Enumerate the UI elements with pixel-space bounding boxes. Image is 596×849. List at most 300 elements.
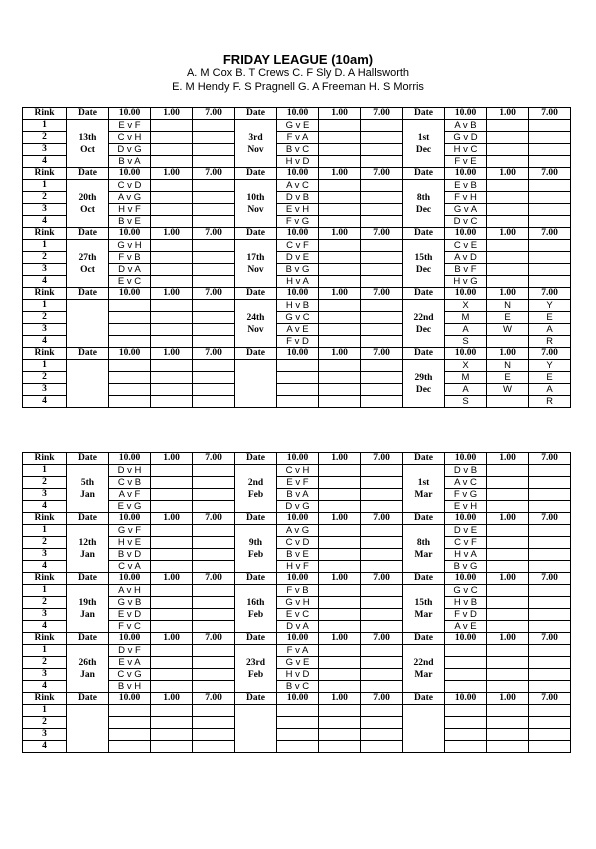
date-month: Mar <box>414 669 433 680</box>
date-month: Feb <box>247 549 264 560</box>
date-day: 13th <box>78 132 97 143</box>
date-month: Dec <box>415 204 432 215</box>
fixture-cell <box>319 717 361 729</box>
fixture-cell <box>319 657 361 669</box>
fixture-cell <box>361 669 403 681</box>
time-header-1: 1.00 <box>319 453 361 465</box>
rink-number: 3 <box>23 264 67 276</box>
header-row <box>23 348 571 360</box>
fixture-date <box>403 645 445 693</box>
fixture-cell <box>151 621 193 633</box>
fixture-cell <box>319 525 361 537</box>
fixture-cell <box>151 372 193 384</box>
fixture-cell <box>487 525 529 537</box>
fixture-cell <box>319 144 361 156</box>
fixture-cell <box>529 477 571 489</box>
fixture-cell <box>529 537 571 549</box>
fixture-cell <box>277 396 319 408</box>
fixture-cell <box>109 741 151 753</box>
fixture-cell <box>151 396 193 408</box>
fixture-date <box>67 360 109 408</box>
header-row <box>23 453 571 465</box>
fixture-cell: G v D <box>445 132 487 144</box>
fixture-cell <box>193 252 235 264</box>
fixture-cell: D v A <box>277 621 319 633</box>
fixture-cell <box>151 729 193 741</box>
fixture-cell <box>529 240 571 252</box>
fixture-cell <box>193 609 235 621</box>
fixture-cell: D v H <box>109 465 151 477</box>
date-header: Date <box>403 348 445 360</box>
rink-number: 2 <box>23 132 67 144</box>
fixture-cell: F v D <box>277 336 319 348</box>
fixture-cell <box>151 312 193 324</box>
fixture-cell <box>193 360 235 372</box>
fixture-date <box>235 465 277 513</box>
fixture-cell: S <box>445 336 487 348</box>
fixture-cell: E v C <box>109 276 151 288</box>
date-day: 22nd <box>413 657 434 668</box>
fixture-cell <box>193 597 235 609</box>
rink-number: 4 <box>23 276 67 288</box>
fixture-cell <box>529 180 571 192</box>
fixture-date <box>67 300 109 348</box>
date-header: Date <box>403 108 445 120</box>
fixture-cell <box>529 264 571 276</box>
fixture-cell: B v D <box>109 549 151 561</box>
fixture-cell <box>361 621 403 633</box>
fixture-date <box>403 705 445 753</box>
fixture-cell: E <box>529 372 571 384</box>
fixture-cell: D v F <box>109 645 151 657</box>
fixture-cell: M <box>445 312 487 324</box>
fixture-cell: W <box>487 384 529 396</box>
date-header: Date <box>403 513 445 525</box>
fixture-cell <box>193 144 235 156</box>
date-month: Oct <box>80 264 95 275</box>
fixture-cell <box>361 180 403 192</box>
fixture-cell <box>529 276 571 288</box>
fixture-cell <box>487 240 529 252</box>
fixture-cell <box>487 549 529 561</box>
rink-number: 1 <box>23 465 67 477</box>
fixture-cell <box>529 156 571 168</box>
rink-number: 3 <box>23 144 67 156</box>
time-header-1: 1.00 <box>319 168 361 180</box>
fixture-cell <box>193 501 235 513</box>
fixture-cell <box>193 717 235 729</box>
fixture-cell <box>319 312 361 324</box>
fixture-cell: A v D <box>445 252 487 264</box>
date-header: Date <box>403 693 445 705</box>
time-header-1: 1.00 <box>151 513 193 525</box>
fixture-cell <box>529 621 571 633</box>
time-header-1: 1.00 <box>151 108 193 120</box>
fixture-cell <box>151 324 193 336</box>
date-day: 5th <box>80 477 95 488</box>
fixture-cell: F v B <box>109 252 151 264</box>
time-header-10: 10.00 <box>277 453 319 465</box>
fixture-cell: F v G <box>445 489 487 501</box>
date-header: Date <box>403 633 445 645</box>
fixture-cell <box>361 276 403 288</box>
fixture-cell <box>151 609 193 621</box>
time-header-10: 10.00 <box>109 168 151 180</box>
fixture-cell <box>361 396 403 408</box>
fixture-cell <box>193 240 235 252</box>
fixture-cell <box>193 324 235 336</box>
time-header-7: 7.00 <box>193 348 235 360</box>
date-month: Nov <box>247 324 264 335</box>
fixture-cell <box>361 465 403 477</box>
fixture-date <box>235 360 277 408</box>
fixture-cell <box>193 396 235 408</box>
fixture-cell <box>529 729 571 741</box>
fixture-cell <box>361 489 403 501</box>
fixture-cell <box>361 561 403 573</box>
fixture-cell <box>277 705 319 717</box>
fixture-cell <box>151 180 193 192</box>
fixture-date <box>403 180 445 228</box>
fixture-cell <box>193 300 235 312</box>
fixture-cell: E v A <box>109 657 151 669</box>
rink-number: 2 <box>23 657 67 669</box>
date-header: Date <box>67 348 109 360</box>
fixture-cell <box>529 204 571 216</box>
fixture-cell <box>319 384 361 396</box>
fixture-cell: H v E <box>109 537 151 549</box>
fixture-date <box>235 300 277 348</box>
rink-number: 2 <box>23 252 67 264</box>
rink-header: Rink <box>23 288 67 300</box>
fixture-cell <box>193 336 235 348</box>
fixture-cell <box>151 489 193 501</box>
time-header-1: 1.00 <box>151 453 193 465</box>
fixture-cell: Y <box>529 300 571 312</box>
header-row <box>23 513 571 525</box>
header-row <box>23 633 571 645</box>
fixture-cell <box>193 372 235 384</box>
fixture-cell <box>151 240 193 252</box>
time-header-7: 7.00 <box>361 573 403 585</box>
time-header-1: 1.00 <box>487 633 529 645</box>
fixture-cell <box>151 144 193 156</box>
fixture-cell <box>487 204 529 216</box>
fixture-cell: E v F <box>277 477 319 489</box>
fixture-cell <box>529 741 571 753</box>
fixture-cell <box>487 609 529 621</box>
fixture-cell: E v H <box>445 501 487 513</box>
fixture-cell <box>487 252 529 264</box>
date-month: Dec <box>415 144 432 155</box>
fixture-cell: G v E <box>277 657 319 669</box>
date-month: Jan <box>80 489 95 500</box>
fixture-cell <box>487 537 529 549</box>
time-header-1: 1.00 <box>151 573 193 585</box>
fixture-date <box>67 645 109 693</box>
fixture-cell <box>361 156 403 168</box>
time-header-10: 10.00 <box>277 108 319 120</box>
fixture-cell <box>529 465 571 477</box>
fixture-cell: G v H <box>277 597 319 609</box>
time-header-10: 10.00 <box>109 453 151 465</box>
date-header: Date <box>67 573 109 585</box>
time-header-10: 10.00 <box>109 288 151 300</box>
fixture-cell <box>109 717 151 729</box>
rink-number: 2 <box>23 312 67 324</box>
fixtures-table-autumn <box>22 107 571 408</box>
fixture-cell <box>319 324 361 336</box>
fixture-cell <box>193 585 235 597</box>
fixture-cell <box>151 705 193 717</box>
fixture-cell: H v D <box>277 156 319 168</box>
rink-header: Rink <box>23 168 67 180</box>
fixture-cell: C v D <box>109 180 151 192</box>
fixture-cell: G v C <box>445 585 487 597</box>
fixture-cell <box>361 264 403 276</box>
time-header-1: 1.00 <box>151 228 193 240</box>
fixture-cell <box>445 741 487 753</box>
fixture-cell <box>487 336 529 348</box>
fixture-cell <box>151 477 193 489</box>
fixture-date <box>235 120 277 168</box>
fixture-cell: E v G <box>109 501 151 513</box>
fixture-cell <box>529 585 571 597</box>
fixture-cell <box>193 384 235 396</box>
fixture-cell: A v G <box>277 525 319 537</box>
date-day: 12th <box>78 537 97 548</box>
fixture-date <box>403 465 445 513</box>
time-header-7: 7.00 <box>361 513 403 525</box>
time-header-10: 10.00 <box>445 513 487 525</box>
fixture-cell <box>529 561 571 573</box>
fixture-cell: H v B <box>445 597 487 609</box>
fixture-cell <box>361 360 403 372</box>
time-header-1: 1.00 <box>319 693 361 705</box>
time-header-7: 7.00 <box>361 288 403 300</box>
fixture-cell: A v C <box>445 477 487 489</box>
date-day: 1st <box>417 477 430 488</box>
fixture-cell <box>151 717 193 729</box>
time-header-10: 10.00 <box>277 693 319 705</box>
fixture-cell: F v B <box>277 585 319 597</box>
fixture-cell <box>319 501 361 513</box>
fixture-date <box>403 360 445 408</box>
rink-number: 2 <box>23 717 67 729</box>
rink-number: 4 <box>23 501 67 513</box>
time-header-1: 1.00 <box>319 288 361 300</box>
fixture-cell <box>361 609 403 621</box>
fixture-cell <box>361 537 403 549</box>
fixture-cell: Y <box>529 360 571 372</box>
date-header: Date <box>67 288 109 300</box>
date-day: 8th <box>416 537 431 548</box>
rink-number: 4 <box>23 156 67 168</box>
rink-number: 4 <box>23 621 67 633</box>
rink-number: 1 <box>23 585 67 597</box>
fixture-cell <box>277 717 319 729</box>
fixture-cell: D v E <box>277 252 319 264</box>
rink-number: 2 <box>23 477 67 489</box>
fixture-date <box>235 525 277 573</box>
fixture-cell <box>319 465 361 477</box>
date-day: 27th <box>78 252 97 263</box>
rink-header: Rink <box>23 633 67 645</box>
fixture-cell <box>193 156 235 168</box>
fixture-cell <box>319 537 361 549</box>
fixture-cell: E v B <box>445 180 487 192</box>
fixture-cell: D v B <box>445 465 487 477</box>
time-header-10: 10.00 <box>277 348 319 360</box>
rink-number: 4 <box>23 561 67 573</box>
fixture-cell: B v F <box>445 264 487 276</box>
fixture-cell <box>193 681 235 693</box>
fixture-cell: C v A <box>109 561 151 573</box>
fixture-cell <box>319 264 361 276</box>
fixture-cell: D v G <box>277 501 319 513</box>
rink-number: 1 <box>23 180 67 192</box>
date-day: 23rd <box>246 657 265 668</box>
rink-header: Rink <box>23 453 67 465</box>
rink-row <box>23 465 571 477</box>
time-header-7: 7.00 <box>361 453 403 465</box>
fixture-cell <box>487 144 529 156</box>
time-header-10: 10.00 <box>445 633 487 645</box>
fixture-cell <box>361 192 403 204</box>
page-title: FRIDAY LEAGUE (10am) <box>222 52 374 67</box>
time-header-10: 10.00 <box>445 693 487 705</box>
time-header-7: 7.00 <box>529 288 571 300</box>
fixture-cell <box>151 741 193 753</box>
fixture-cell: E v C <box>277 609 319 621</box>
fixture-cell <box>151 204 193 216</box>
fixture-cell: A v E <box>277 324 319 336</box>
fixture-cell <box>319 336 361 348</box>
fixture-cell <box>487 585 529 597</box>
fixture-cell: H v A <box>445 549 487 561</box>
fixture-cell: C v H <box>109 132 151 144</box>
fixture-cell <box>151 132 193 144</box>
fixture-cell <box>361 717 403 729</box>
time-header-10: 10.00 <box>109 108 151 120</box>
fixture-cell <box>361 705 403 717</box>
fixture-cell <box>151 681 193 693</box>
fixture-cell <box>277 360 319 372</box>
fixture-cell <box>193 312 235 324</box>
header-row <box>23 168 571 180</box>
fixture-cell <box>487 477 529 489</box>
fixture-cell <box>151 264 193 276</box>
fixture-cell <box>361 657 403 669</box>
time-header-7: 7.00 <box>361 348 403 360</box>
fixture-cell <box>445 705 487 717</box>
fixture-cell <box>193 537 235 549</box>
fixture-cell: A <box>529 324 571 336</box>
fixture-cell: X <box>445 300 487 312</box>
fixture-cell <box>529 144 571 156</box>
time-header-7: 7.00 <box>361 228 403 240</box>
fixture-date <box>403 120 445 168</box>
fixture-cell <box>193 180 235 192</box>
fixture-cell <box>361 384 403 396</box>
rink-number: 2 <box>23 537 67 549</box>
fixture-cell <box>151 384 193 396</box>
time-header-7: 7.00 <box>361 693 403 705</box>
date-day: 9th <box>248 537 263 548</box>
time-header-7: 7.00 <box>529 168 571 180</box>
fixture-cell <box>109 396 151 408</box>
fixture-cell: B v A <box>109 156 151 168</box>
fixture-cell <box>361 204 403 216</box>
header-row <box>23 573 571 585</box>
fixture-cell <box>487 192 529 204</box>
rink-number: 1 <box>23 525 67 537</box>
fixture-cell <box>319 621 361 633</box>
time-header-1: 1.00 <box>319 348 361 360</box>
time-header-7: 7.00 <box>193 513 235 525</box>
fixture-cell: G v F <box>109 525 151 537</box>
fixture-cell <box>529 597 571 609</box>
rink-number: 3 <box>23 609 67 621</box>
fixture-cell: B v C <box>277 681 319 693</box>
time-header-10: 10.00 <box>277 168 319 180</box>
fixture-cell <box>151 276 193 288</box>
fixture-cell <box>361 120 403 132</box>
fixture-cell: B v E <box>109 216 151 228</box>
time-header-7: 7.00 <box>193 288 235 300</box>
fixture-cell <box>151 501 193 513</box>
date-month: Dec <box>415 384 432 395</box>
date-day: 26th <box>78 657 97 668</box>
fixture-cell <box>319 741 361 753</box>
fixture-cell <box>193 705 235 717</box>
fixture-date <box>67 240 109 288</box>
fixture-cell: A v F <box>109 489 151 501</box>
date-day: 1st <box>417 132 430 143</box>
fixture-cell <box>487 717 529 729</box>
fixture-cell: W <box>487 324 529 336</box>
fixture-date <box>67 525 109 573</box>
time-header-10: 10.00 <box>445 453 487 465</box>
time-header-10: 10.00 <box>445 228 487 240</box>
time-header-7: 7.00 <box>529 633 571 645</box>
fixture-cell <box>487 465 529 477</box>
fixture-cell <box>529 645 571 657</box>
date-month: Dec <box>415 324 432 335</box>
fixture-cell <box>151 216 193 228</box>
fixture-cell <box>109 384 151 396</box>
fixture-cell <box>361 729 403 741</box>
time-header-10: 10.00 <box>445 108 487 120</box>
time-header-7: 7.00 <box>193 228 235 240</box>
date-header: Date <box>67 228 109 240</box>
fixture-cell: N <box>487 360 529 372</box>
rink-header: Rink <box>23 348 67 360</box>
fixture-cell <box>151 549 193 561</box>
time-header-10: 10.00 <box>277 573 319 585</box>
date-header: Date <box>235 168 277 180</box>
fixture-cell <box>529 681 571 693</box>
fixture-cell: F v C <box>109 621 151 633</box>
fixture-cell <box>487 489 529 501</box>
date-month: Mar <box>414 489 433 500</box>
rink-number: 3 <box>23 669 67 681</box>
fixture-cell <box>319 681 361 693</box>
fixture-cell <box>151 336 193 348</box>
date-header: Date <box>403 288 445 300</box>
fixture-cell <box>361 144 403 156</box>
date-day: 19th <box>78 597 97 608</box>
